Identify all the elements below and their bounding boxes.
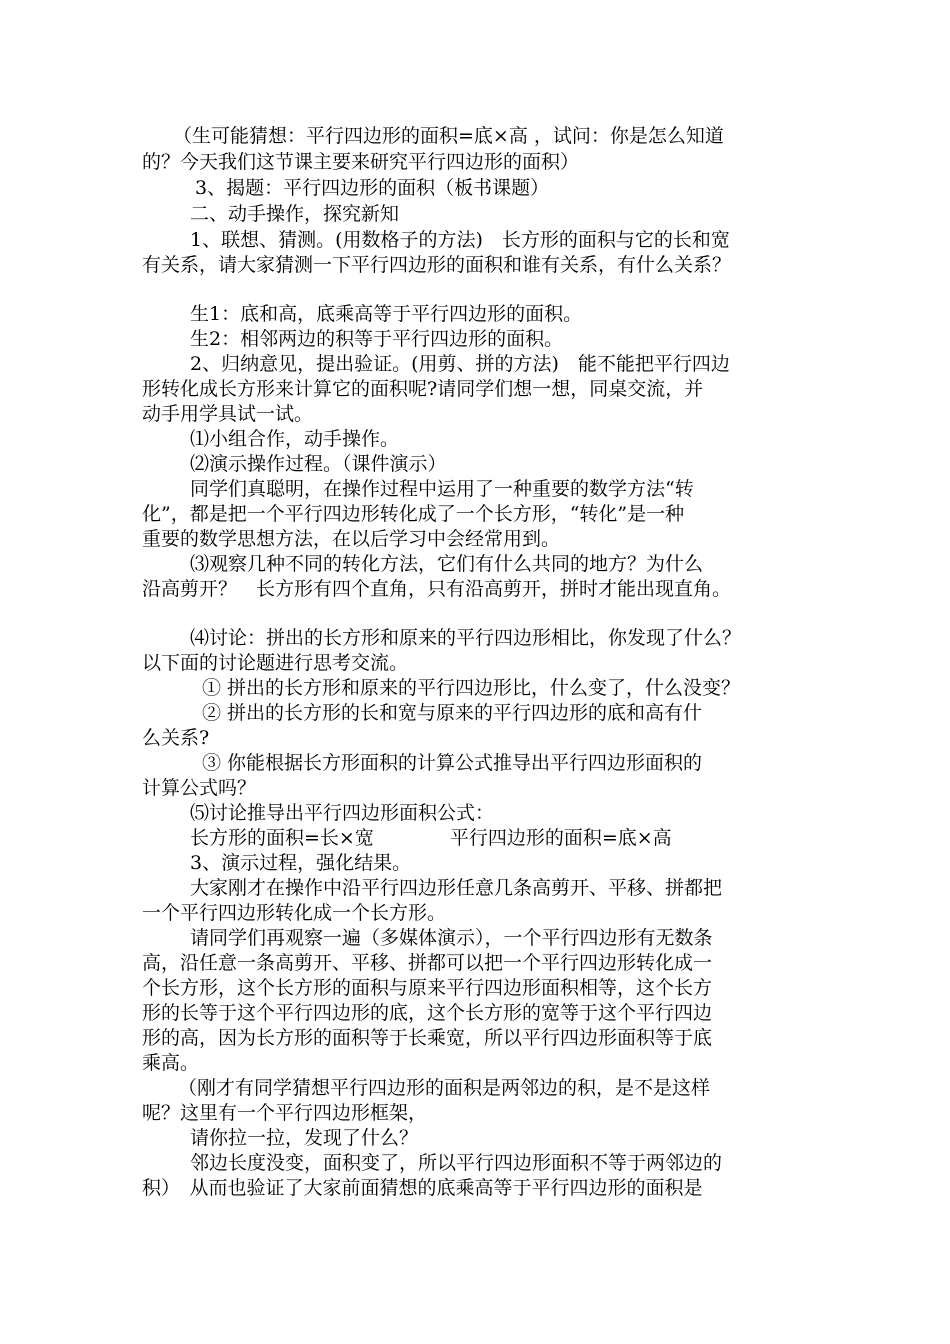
text-line: 高，沿任意一条高剪开、平移、拼都可以把一个平行四边形转化成一 [142,952,713,974]
text-line: 呢？这里有一个平行四边形框架， [142,1102,428,1124]
text-line: 2、归纳意见，提出验证。(用剪、拼的方法) 能不能把平行四边 [190,353,730,375]
text-line: ⑴小组合作，动手操作。 [190,428,400,450]
text-line: ① 拼出的长方形和原来的平行四边形比，什么变了，什么没变？ [202,677,741,699]
text-line: 1、联想、猜测。(用数格子的方法) 长方形的面积与它的长和宽 [190,229,730,251]
text-line: 同学们真聪明，在操作过程中运用了一种重要的数学方法“转 [190,478,694,500]
text-line: （刚才有同学猜想平行四边形的面积是两邻边的积，是不是这样 [178,1077,711,1099]
text-line: 生1：底和高，底乘高等于平行四边形的面积。 [190,303,583,325]
text-line: ⑸讨论推导出平行四边形面积公式： [190,802,495,824]
text-line: ⑷讨论：拼出的长方形和原来的平行四边形相比，你发现了什么？ [190,627,742,649]
text-line: 请你拉一拉，发现了什么？ [190,1127,419,1149]
text-line: 大家刚才在操作中沿平行四边形任意几条高剪开、平移、拼都把 [190,877,723,899]
text-line: 3、揭题：平行四边形的面积（板书课题） [195,177,550,199]
text-line: 计算公式吗？ [142,777,257,799]
text-line: 有关系，请大家猜测一下平行四边形的面积和谁有关系，有什么关系？ [142,254,732,276]
text-line: 化”，都是把一个平行四边形转化成了一个长方形，“转化”是一种 [142,503,685,525]
text-line: 邻边长度没变，面积变了，所以平行四边形面积不等于两邻边的 [190,1152,723,1174]
text-line: 请同学们再观察一遍（多媒体演示），一个平行四边形有无数条 [190,927,713,949]
text-line: 一个平行四边形转化成一个长方形。 [142,902,447,924]
text-line: ⑵演示操作过程。（课件演示） [190,453,447,475]
text-line: 二、动手操作，探究新知 [190,203,400,225]
text-line: 长方形的面积=长×宽 平行四边形的面积=底×高 [190,827,672,849]
text-line: 沿高剪开？ 长方形有四个直角，只有沿高剪开，拼时才能出现直角。 [142,578,732,600]
text-line: 个长方形，这个长方形的面积与原来平行四边形面积相等，这个长方 [142,977,713,999]
text-line: 形转化成长方形来计算它的面积呢?请同学们想一想，同桌交流，并 [142,378,704,400]
text-line: 积） 从而也验证了大家前面猜想的底乘高等于平行四边形的面积是 [142,1177,703,1199]
text-line: 以下面的讨论题进行思考交流。 [142,652,409,674]
text-line: 乘高。 [142,1052,200,1074]
text-line: 生2：相邻两边的积等于平行四边形的面积。 [190,328,564,350]
text-line: 形的长等于这个平行四边形的底，这个长方形的宽等于这个平行四边 [142,1002,713,1024]
text-line: 重要的数学思想方法，在以后学习中会经常用到。 [142,528,561,550]
text-line: ③ 你能根据长方形面积的计算公式推导出平行四边形面积的 [202,752,703,774]
text-line: 的？今天我们这节课主要来研究平行四边形的面积） [142,151,580,173]
text-line: 形的高，因为长方形的面积等于长乘宽，所以平行四边形面积等于底 [142,1027,713,1049]
text-line: 3、演示过程，强化结果。 [190,852,412,874]
text-line: 么关系? [142,727,210,749]
text-line: 动手用学具试一试。 [142,403,314,425]
text-line: （生可能猜想：平行四边形的面积=底×高 ，试问：你是怎么知道 [173,125,724,147]
text-line: ⑶观察几种不同的转化方法，它们有什么共同的地方？为什么 [190,553,704,575]
text-line: ② 拼出的长方形的长和宽与原来的平行四边形的底和高有什 [202,702,703,724]
